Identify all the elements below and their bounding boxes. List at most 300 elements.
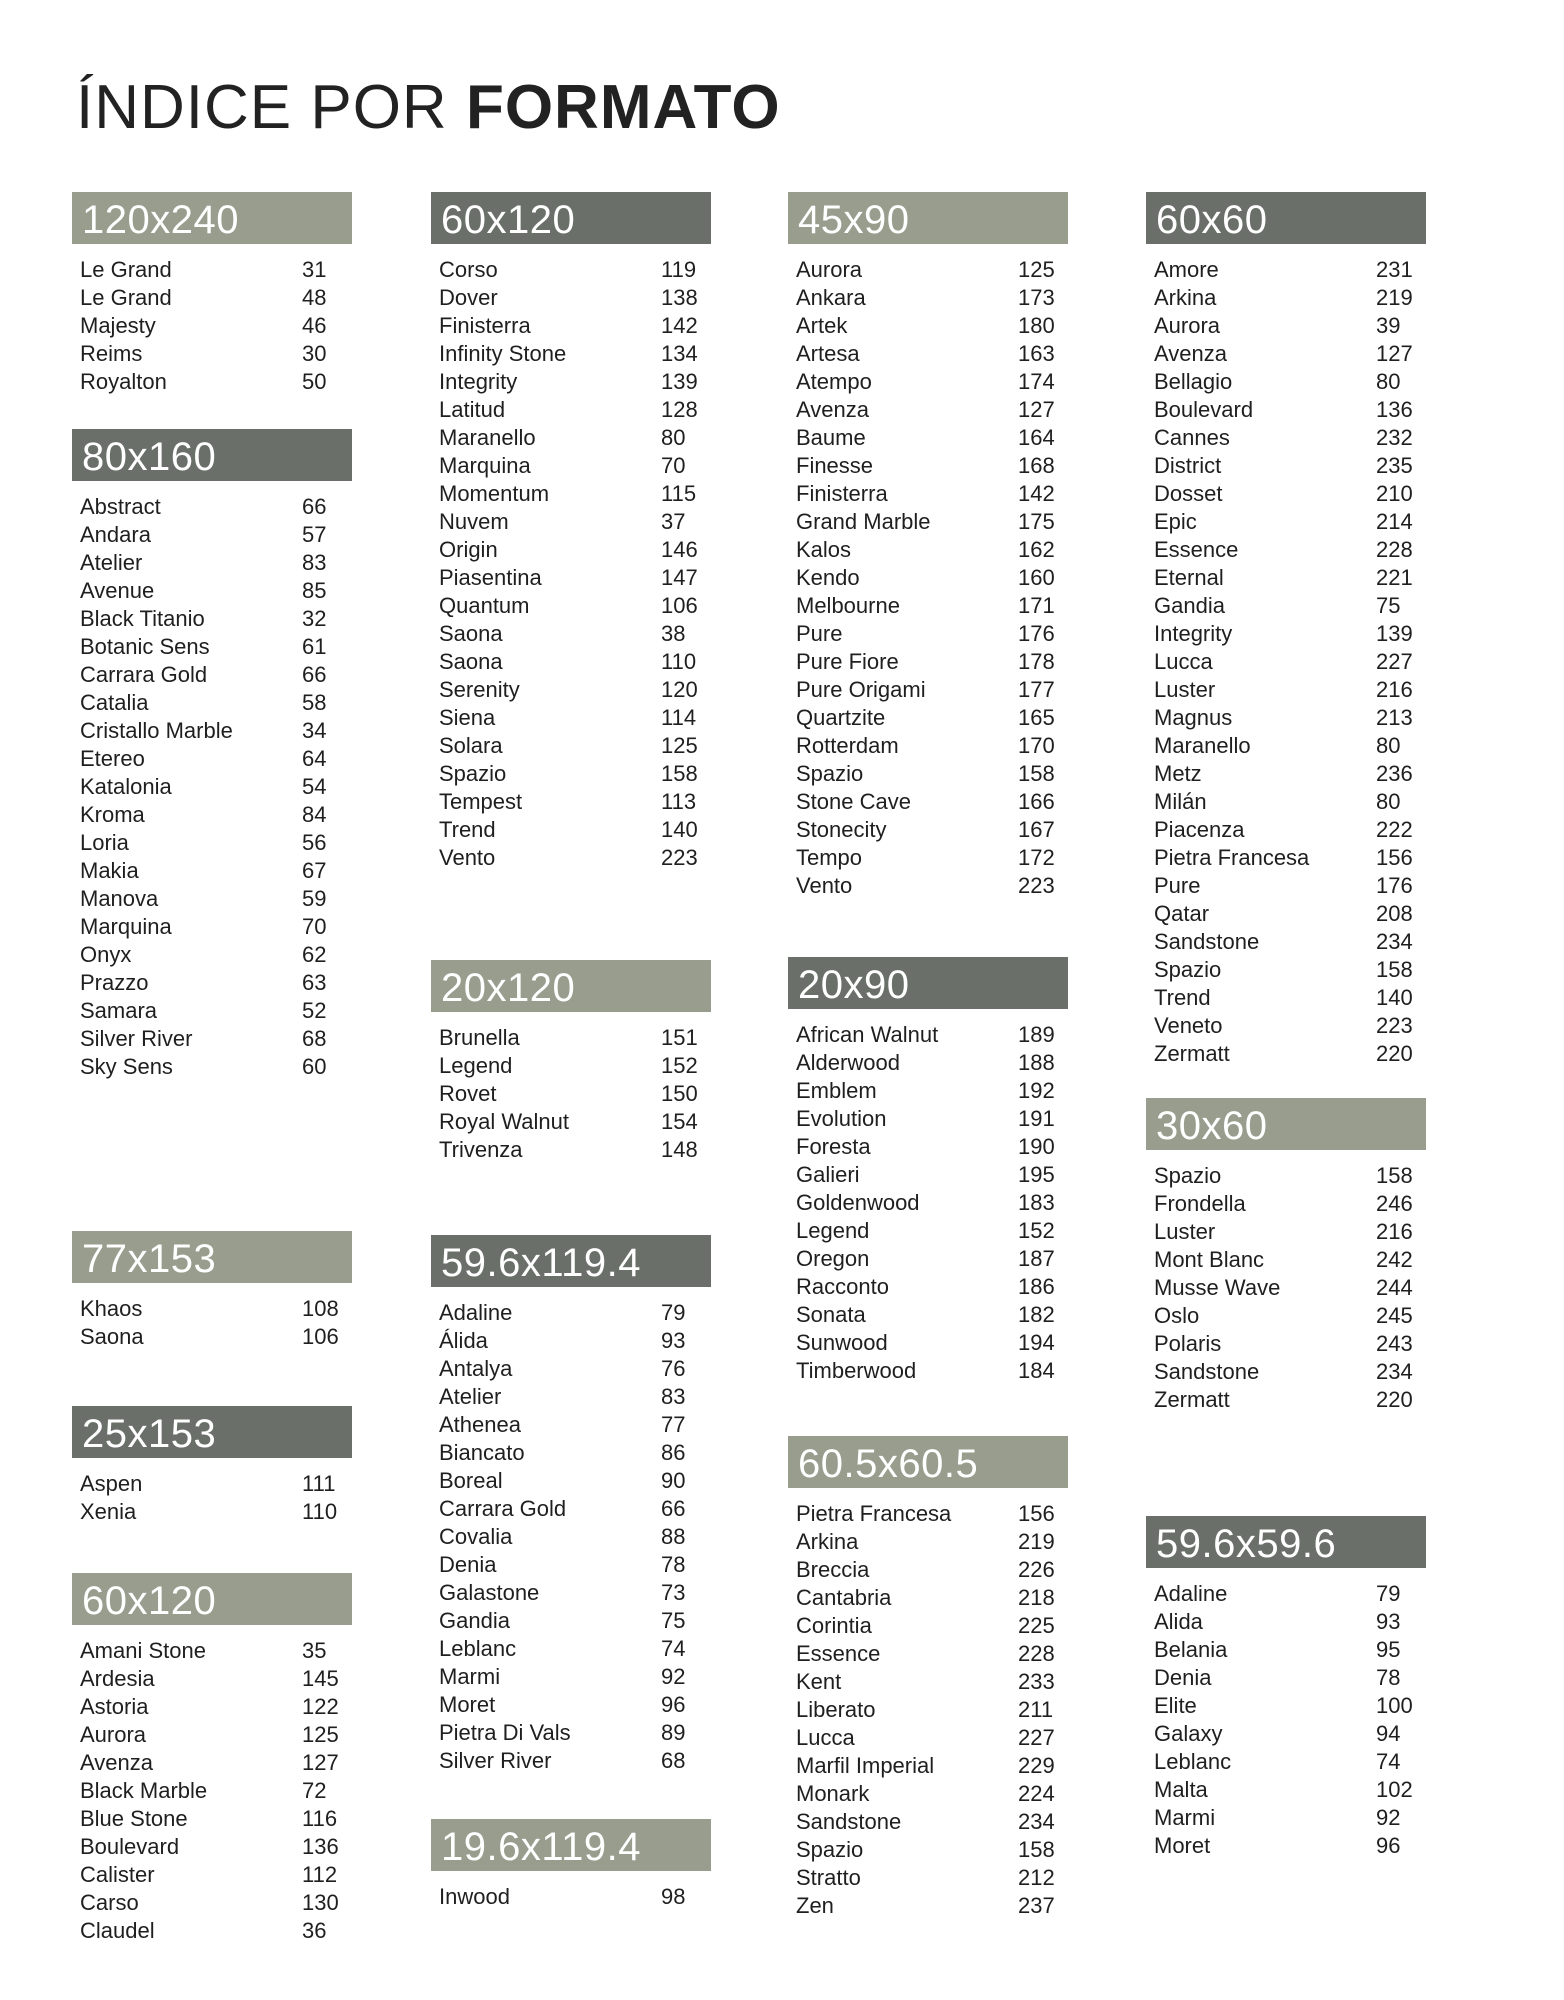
format-section [1146,1516,1426,1860]
list-item [431,536,711,564]
page-number: 140 [661,817,698,842]
page-number: 83 [661,1384,686,1409]
page-number: 67 [302,858,327,883]
page-number: 96 [1376,1833,1401,1858]
page-number: 223 [1018,873,1055,898]
product-name: Denia [1154,1665,1212,1690]
list-item [431,1052,711,1080]
list-item [72,1805,352,1833]
format-section [788,957,1068,1385]
product-name: Covalia [439,1524,513,1549]
list-item [1146,1386,1426,1414]
format-section [431,1235,711,1775]
product-name: Monark [796,1781,870,1806]
list-item [431,312,711,340]
product-name: Oslo [1154,1303,1200,1328]
page-number: 122 [302,1694,339,1719]
page-number: 189 [1018,1022,1055,1047]
list-item [788,1077,1068,1105]
list-item [1146,676,1426,704]
page-number: 78 [661,1552,686,1577]
list-item [1146,1580,1426,1608]
format-section [1146,1098,1426,1414]
page-number: 222 [1376,817,1413,842]
page-number: 66 [302,662,327,687]
page-number: 37 [661,509,686,534]
product-name: Abstract [80,494,161,519]
page-number: 113 [661,789,697,814]
page-number: 147 [661,565,698,590]
list-item [1146,788,1426,816]
list-item [1146,956,1426,984]
page-number: 234 [1376,1359,1413,1384]
product-name: Boulevard [80,1834,180,1859]
product-name: Serenity [439,677,520,702]
page-number: 237 [1018,1893,1055,1918]
product-name: Arkina [1154,285,1217,310]
product-name: Marfil Imperial [796,1753,935,1778]
page-number: 234 [1376,929,1413,954]
product-list [72,1470,352,1526]
product-name: Siena [439,705,496,730]
product-name: Royal Walnut [439,1109,570,1134]
page-number: 66 [302,494,327,519]
product-name: Adaline [439,1300,513,1325]
list-item [431,676,711,704]
list-item [788,676,1068,704]
list-item [431,844,711,872]
product-name: Grand Marble [796,509,931,534]
list-item [431,816,711,844]
page-number: 150 [661,1081,698,1106]
product-name: Etereo [80,746,145,771]
page-number: 220 [1376,1041,1413,1066]
page-number: 70 [302,914,327,939]
page-number: 191 [1018,1106,1055,1131]
product-name: Artek [796,313,848,338]
product-name: Aurora [80,1722,147,1747]
product-name: Galastone [439,1580,540,1605]
page-number: 223 [1376,1013,1413,1038]
page-number: 232 [1376,425,1413,450]
product-name: Pietra Francesa [796,1501,952,1526]
page-number: 61 [302,634,327,659]
product-name: Biancato [439,1440,525,1465]
format-header: 60x120 [72,1573,352,1625]
list-item [788,508,1068,536]
product-name: Cannes [1154,425,1230,450]
product-name: Alida [1154,1609,1203,1634]
product-name: Black Marble [80,1778,208,1803]
page-number: 80 [1376,789,1401,814]
list-item [1146,1012,1426,1040]
product-name: Luster [1154,1219,1216,1244]
page-number: 73 [661,1580,686,1605]
page-number: 229 [1018,1753,1055,1778]
product-name: Baume [796,425,866,450]
page-number: 125 [661,733,698,758]
product-name: Blue Stone [80,1806,188,1831]
list-item [1146,872,1426,900]
list-item [72,885,352,913]
page-number: 84 [302,802,327,827]
page-number: 156 [1376,845,1413,870]
list-item [788,1836,1068,1864]
format-header: 59.6x119.4 [431,1235,711,1287]
list-item [788,1273,1068,1301]
list-item [72,801,352,829]
page-number: 170 [1018,733,1055,758]
product-name: Zermatt [1154,1041,1230,1066]
list-item [72,256,352,284]
product-name: African Walnut [796,1022,939,1047]
product-name: Brunella [439,1025,520,1050]
list-item [1146,480,1426,508]
list-item [788,312,1068,340]
list-item [788,396,1068,424]
format-header: 30x60 [1146,1098,1426,1150]
page-number: 158 [1376,957,1413,982]
page-number: 216 [1376,1219,1413,1244]
product-name: Ardesia [80,1666,155,1691]
product-name: Astoria [80,1694,149,1719]
product-name: Marquina [80,914,172,939]
format-header: 77x153 [72,1231,352,1283]
product-name: Avenza [80,1750,153,1775]
page-number: 83 [302,550,327,575]
product-name: Dosset [1154,481,1223,506]
list-item [1146,816,1426,844]
list-item [1146,1776,1426,1804]
product-name: Malta [1154,1777,1208,1802]
format-header: 59.6x59.6 [1146,1516,1426,1568]
page-number: 74 [661,1636,686,1661]
list-item [788,1752,1068,1780]
page-number: 77 [661,1412,686,1437]
list-item [72,717,352,745]
page-number: 142 [1018,481,1055,506]
page-title [76,72,781,143]
page-number: 127 [302,1750,339,1775]
list-item [1146,648,1426,676]
list-item [1146,1246,1426,1274]
list-item [72,689,352,717]
product-name: Rovet [439,1081,497,1106]
format-header: 120x240 [72,192,352,244]
product-name: Amore [1154,257,1219,282]
product-name: Saona [439,621,503,646]
product-name: Boulevard [1154,397,1254,422]
page-number: 160 [1018,565,1055,590]
product-name: Galieri [796,1162,860,1187]
product-name: Emblem [796,1078,877,1103]
page-number: 168 [1018,453,1055,478]
product-name: Avenza [1154,341,1227,366]
product-name: Racconto [796,1274,889,1299]
product-name: Avenue [80,578,155,603]
page-number: 138 [661,285,698,310]
list-item [431,508,711,536]
page-number: 228 [1018,1641,1055,1666]
page-number: 158 [661,761,698,786]
format-section [788,192,1068,900]
page-number: 166 [1018,789,1055,814]
product-name: Vento [439,845,496,870]
list-item [788,256,1068,284]
page-number: 148 [661,1137,698,1162]
product-name: Boreal [439,1468,503,1493]
list-item [72,493,352,521]
product-name: Atempo [796,369,872,394]
list-item [1146,312,1426,340]
product-name: Musse Wave [1154,1275,1281,1300]
list-item [788,1612,1068,1640]
product-name: Maranello [439,425,536,450]
page-number: 94 [1376,1721,1401,1746]
page-number: 228 [1376,537,1413,562]
page-number: 125 [302,1722,339,1747]
list-item [72,1917,352,1945]
list-item [1146,1832,1426,1860]
list-item [431,1327,711,1355]
page-number: 140 [1376,985,1413,1010]
product-name: Oregon [796,1246,870,1271]
page-number: 244 [1376,1275,1413,1300]
page-number: 167 [1018,817,1055,842]
product-name: Origin [439,537,498,562]
page-number: 92 [1376,1805,1401,1830]
list-item [1146,1162,1426,1190]
product-name: Trend [439,817,496,842]
list-item [431,1579,711,1607]
product-name: Epic [1154,509,1197,534]
list-item [431,1355,711,1383]
list-item [788,1049,1068,1077]
product-name: Veneto [1154,1013,1223,1038]
product-name: Finesse [796,453,874,478]
page-number: 110 [661,649,697,674]
list-item [431,1299,711,1327]
product-list [431,1299,711,1775]
page-number: 142 [661,313,698,338]
product-name: Botanic Sens [80,634,210,659]
product-name: Adaline [1154,1581,1228,1606]
page-number: 187 [1018,1246,1055,1271]
product-name: Corintia [796,1613,872,1638]
list-item [788,1696,1068,1724]
page-number: 31 [302,257,327,282]
product-name: Sky Sens [80,1054,173,1079]
page-number: 96 [661,1692,686,1717]
list-item [72,1053,352,1081]
list-item [72,521,352,549]
page-number: 52 [302,998,327,1023]
page-number: 176 [1376,873,1413,898]
product-name: Samara [80,998,158,1023]
list-item [431,480,711,508]
list-item [788,648,1068,676]
product-name: Corso [439,257,498,282]
page-number: 100 [1376,1693,1413,1718]
page-number: 208 [1376,901,1413,926]
product-name: Milán [1154,789,1207,814]
format-section [431,1819,711,1911]
product-name: Aurora [1154,313,1221,338]
product-list [431,256,711,872]
page-number: 226 [1018,1557,1055,1582]
product-name: Kroma [80,802,145,827]
format-header: 25x153 [72,1406,352,1458]
product-name: Qatar [1154,901,1210,926]
list-item [72,1833,352,1861]
list-item [431,648,711,676]
product-name: Katalonia [80,774,172,799]
list-item [788,1217,1068,1245]
page-number: 48 [302,285,327,310]
product-name: Polaris [1154,1331,1222,1356]
product-name: Pure [796,621,843,646]
list-item [431,1747,711,1775]
product-name: Vento [796,873,853,898]
list-item [72,969,352,997]
page-number: 218 [1018,1585,1055,1610]
product-name: Marmi [1154,1805,1216,1830]
product-name: Finisterra [796,481,888,506]
page-number: 106 [661,593,698,618]
list-item [431,788,711,816]
product-name: Goldenwood [796,1190,920,1215]
list-item [1146,1804,1426,1832]
product-name: Le Grand [80,257,172,282]
product-name: Kent [796,1669,842,1694]
page-number: 116 [302,1806,338,1831]
page-number: 154 [661,1109,698,1134]
product-name: Saona [80,1324,144,1349]
product-name: Integrity [1154,621,1233,646]
list-item [72,605,352,633]
product-name: Cantabria [796,1585,892,1610]
product-list [1146,256,1426,1068]
page-number: 236 [1376,761,1413,786]
product-name: Luster [1154,677,1216,702]
product-name: Cristallo Marble [80,718,233,743]
page-number: 130 [302,1890,339,1915]
product-name: Xenia [80,1499,137,1524]
page-number: 88 [661,1524,686,1549]
list-item [788,760,1068,788]
page-number: 115 [661,481,697,506]
page-number: 38 [661,621,686,646]
list-item [431,1439,711,1467]
product-name: Marquina [439,453,531,478]
list-item [431,396,711,424]
list-item [431,1411,711,1439]
product-name: Eternal [1154,565,1224,590]
list-item [72,1693,352,1721]
product-name: Belania [1154,1637,1228,1662]
list-item [72,745,352,773]
product-name: Spazio [796,761,864,786]
page-number: 39 [1376,313,1401,338]
product-name: Álida [439,1328,488,1353]
page-number: 139 [1376,621,1413,646]
format-section [1146,192,1426,1068]
page-number: 90 [661,1468,686,1493]
product-name: Catalia [80,690,149,715]
product-name: Frondella [1154,1191,1246,1216]
list-item [788,1245,1068,1273]
list-item [72,1295,352,1323]
format-section [72,1573,352,1945]
page-number: 224 [1018,1781,1055,1806]
product-name: Gandia [439,1608,510,1633]
product-name: Amani Stone [80,1638,206,1663]
product-name: Royalton [80,369,167,394]
page-number: 106 [302,1324,339,1349]
page-number: 80 [1376,733,1401,758]
product-name: Integrity [439,369,518,394]
page-number: 54 [302,774,327,799]
product-name: Evolution [796,1106,887,1131]
product-name: Pure [1154,873,1201,898]
list-item [1146,396,1426,424]
product-name: Metz [1154,761,1202,786]
list-item [788,704,1068,732]
list-item [788,1329,1068,1357]
product-name: Sonata [796,1302,866,1327]
list-item [72,1749,352,1777]
product-name: Dover [439,285,498,310]
list-item [72,1721,352,1749]
list-item [431,1108,711,1136]
product-list [72,256,352,396]
page-number: 165 [1018,705,1055,730]
title-light: ÍNDICE POR [76,73,448,142]
product-name: Sandstone [796,1809,902,1834]
product-name: Leblanc [439,1636,517,1661]
list-item [431,368,711,396]
product-name: Essence [796,1641,881,1666]
product-name: Zen [796,1893,834,1918]
page-number: 80 [661,425,686,450]
page-number: 75 [661,1608,686,1633]
list-item [72,829,352,857]
product-name: Antalya [439,1356,513,1381]
page-number: 92 [661,1664,686,1689]
list-item [1146,508,1426,536]
page-number: 146 [661,537,698,562]
product-name: Elite [1154,1693,1197,1718]
product-name: Pure Origami [796,677,926,702]
page-number: 72 [302,1778,327,1803]
list-item [72,1777,352,1805]
list-item [72,312,352,340]
product-name: Le Grand [80,285,172,310]
product-name: Black Titanio [80,606,205,631]
product-name: Quartzite [796,705,886,730]
list-item [788,1357,1068,1385]
format-section [431,960,711,1164]
product-name: Carso [80,1890,139,1915]
list-item [72,1498,352,1526]
list-item [431,284,711,312]
product-name: Leblanc [1154,1749,1232,1774]
page-number: 74 [1376,1749,1401,1774]
page-number: 184 [1018,1358,1055,1383]
page-number: 98 [661,1884,686,1909]
list-item [431,1607,711,1635]
product-list [72,493,352,1081]
